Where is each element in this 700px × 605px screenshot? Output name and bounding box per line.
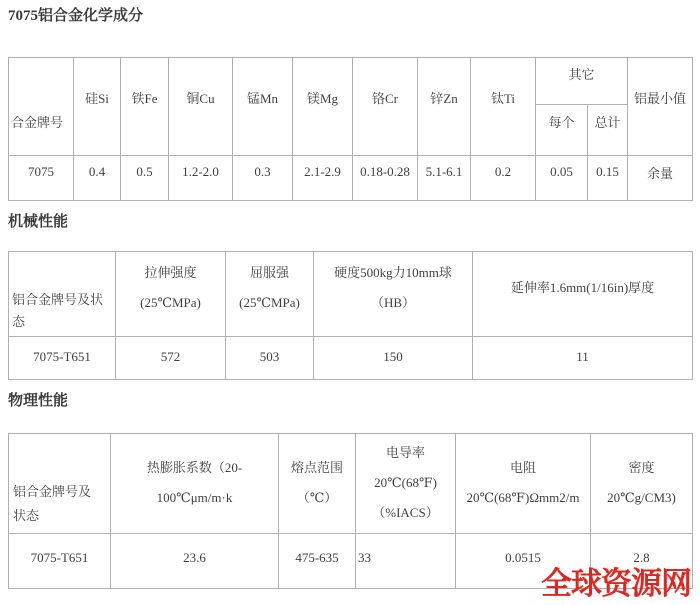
chem-cell-mn: 0.3	[233, 156, 293, 201]
phys-cell-melting: 475-635	[279, 534, 356, 589]
phys-header-alloy-line1: 铝合金牌号及	[13, 484, 92, 499]
chem-data-row	[9, 156, 693, 201]
mech-header-elongation: 延伸率1.6mm(1/16in)厚度	[473, 252, 693, 337]
chem-header-other: 其它	[536, 58, 628, 105]
mech-section-title: 机械性能	[8, 214, 69, 230]
phys-header-expansion-line2: 100℃μm/m·k	[156, 489, 233, 505]
chem-header-al-min: 铝最小值	[628, 58, 693, 156]
phys-cell-expansion: 23.6	[111, 534, 279, 589]
chem-cell-alloy: 7075	[9, 156, 74, 201]
chem-cell-si: 0.4	[74, 156, 121, 201]
chem-header-cr: 铬Cr	[353, 58, 418, 156]
phys-header-alloy	[9, 434, 111, 534]
phys-header-conductivity-line2: 20℃(68℉)	[374, 474, 437, 490]
phys-header-density-line2: 20℃g/CM3)	[607, 489, 676, 505]
mech-cell-hardness: 150	[314, 337, 473, 380]
mech-header-yield	[226, 252, 314, 337]
chem-section-title: 7075铝合金化学成分	[8, 8, 144, 24]
phys-header-expansion-line1: 热膨胀系数（20-	[146, 459, 243, 475]
mech-header-tensile-line1: 拉伸强度	[144, 265, 197, 280]
chem-header-si: 硅Si	[74, 58, 121, 156]
chem-header-zn: 锌Zn	[418, 58, 471, 156]
chem-header-mg: 镁Mg	[293, 58, 353, 156]
chem-cell-zn: 5.1-6.1	[418, 156, 471, 201]
phys-header-resistance	[456, 434, 591, 534]
phys-header-conductivity-line1: 电导率	[385, 444, 425, 460]
phys-header-melting-line2: （℃）	[296, 489, 338, 505]
chem-header-cu: 铜Cu	[169, 58, 233, 156]
chem-cell-fe: 0.5	[121, 156, 169, 201]
chem-header-other-total: 总计	[588, 105, 628, 156]
phys-cell-resistance: 0.0515	[456, 534, 591, 589]
chem-header-other-each: 每个	[536, 105, 588, 156]
mech-cell-elongation: 11	[473, 337, 693, 380]
chem-cell-al-min: 余量	[628, 156, 693, 201]
phys-header-melting	[279, 434, 356, 534]
chem-cell-other-each: 0.05	[536, 156, 588, 201]
watermark-logo: 全球资源网	[541, 566, 691, 601]
chem-cell-other-total: 0.15	[588, 156, 628, 201]
chem-header-mn: 锰Mn	[233, 58, 293, 156]
phys-section-title: 物理性能	[8, 393, 69, 409]
chem-composition-table	[8, 57, 693, 201]
mech-header-tensile-line2: (25℃MPa)	[140, 295, 201, 310]
mech-properties-table	[8, 251, 693, 380]
phys-header-row	[9, 434, 693, 534]
mech-header-alloy-line1: 铝合金牌号及状	[12, 292, 104, 307]
phys-header-density	[591, 434, 693, 534]
phys-header-conductivity	[356, 434, 456, 534]
mech-header-row	[9, 252, 693, 337]
chem-cell-mg: 2.1-2.9	[293, 156, 353, 201]
mech-cell-alloy: 7075-T651	[9, 337, 116, 380]
chem-header-row	[9, 58, 693, 105]
phys-header-melting-line1: 熔点范围	[290, 459, 343, 475]
phys-header-expansion	[111, 434, 279, 534]
phys-header-conductivity-line3: （%IACS）	[372, 504, 439, 520]
chem-header-ti: 钛Ti	[471, 58, 536, 156]
mech-header-tensile	[116, 252, 226, 337]
mech-header-alloy-line2: 态	[12, 314, 26, 329]
mech-data-row	[9, 337, 693, 380]
phys-header-resistance-line1: 电阻	[509, 459, 536, 475]
mech-header-yield-line1: 屈服强	[249, 265, 289, 280]
chem-header-fe: 铁Fe	[121, 58, 169, 156]
phys-header-resistance-line2: 20℃(68℉)Ωmm2/m	[466, 489, 580, 505]
phys-cell-alloy: 7075-T651	[9, 534, 111, 589]
phys-header-density-line1: 密度	[628, 459, 655, 475]
phys-cell-density: 2.8	[591, 534, 693, 589]
chem-cell-ti: 0.2	[471, 156, 536, 201]
mech-cell-tensile: 572	[116, 337, 226, 380]
chem-cell-cr: 0.18-0.28	[353, 156, 418, 201]
chem-cell-cu: 1.2-2.0	[169, 156, 233, 201]
mech-header-yield-line2: (25℃MPa)	[239, 295, 300, 310]
mech-header-alloy	[9, 252, 116, 337]
mech-header-hardness-line1: 硬度500kg力10mm球	[334, 265, 452, 280]
mech-cell-yield: 503	[226, 337, 314, 380]
mech-header-hardness-line2: （HB）	[370, 295, 416, 310]
mech-header-hardness	[314, 252, 473, 337]
chem-header-alloy: 合金牌号	[9, 58, 74, 156]
phys-cell-conductivity: 33	[356, 534, 456, 589]
phys-header-alloy-line2: 状态	[13, 508, 40, 523]
